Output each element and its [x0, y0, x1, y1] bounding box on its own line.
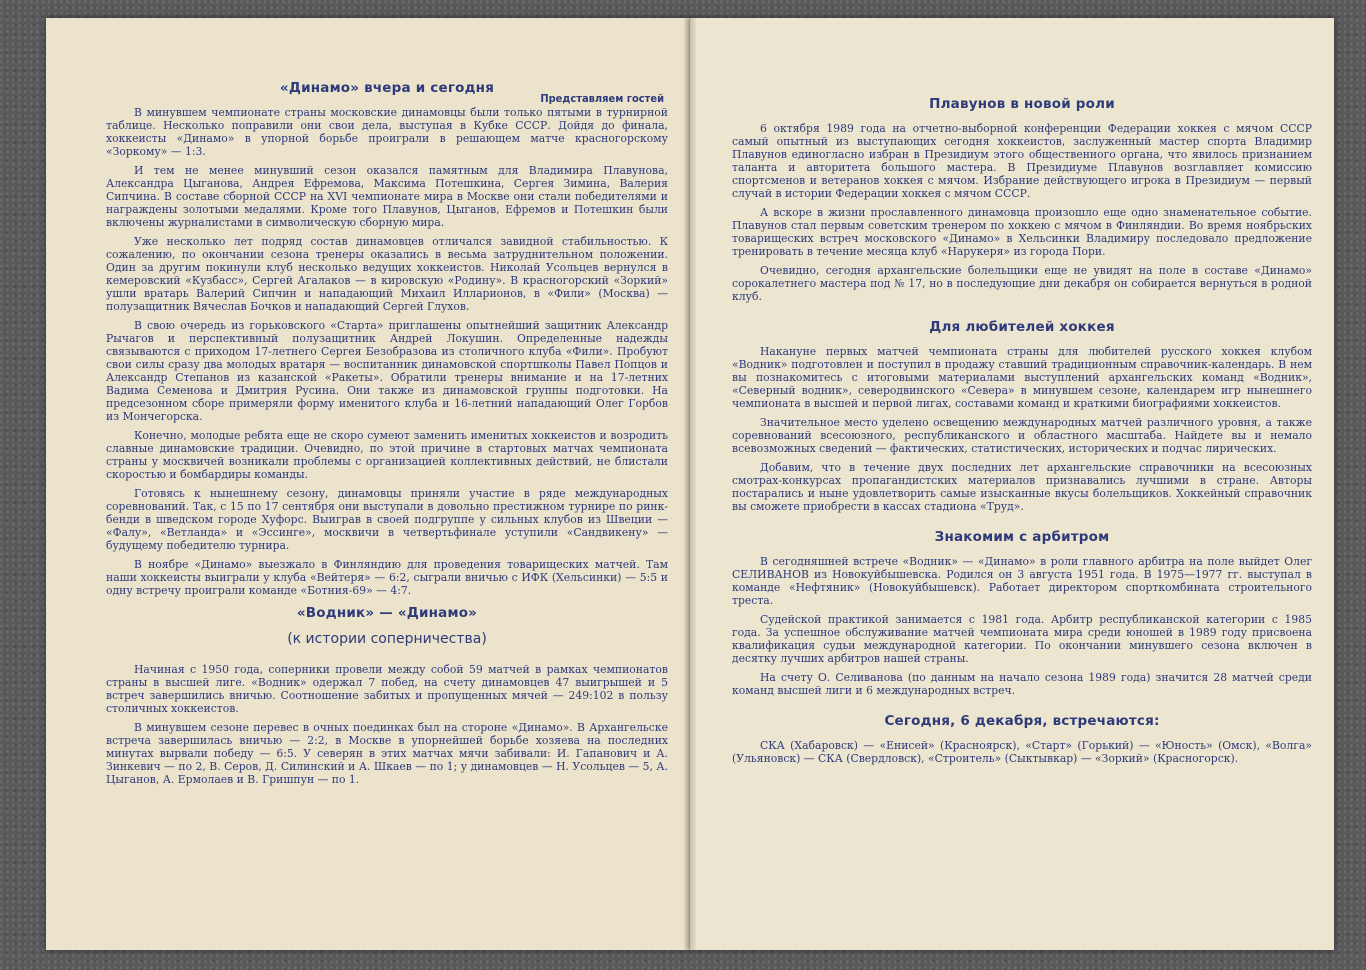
right-page: [690, 18, 1334, 950]
paragraph: На счету О. Селиванова (по данным на начало сезона 1989 года) значится 28 матчей среди команд высшей лиги и 6 международных встреч.: [732, 671, 1312, 697]
running-head: Представляем гостей: [540, 92, 664, 105]
paragraph: Добавим, что в течение двух последних лет архангельские справочники на всесоюзных смотрах-конкурсах пропагандистских материалов признавались лучшими в стране. Авторы постарались и ныне удовлетворить самые изысканные вкусы болельщиков. Хоккейный справочник вы сможете приобрести в кассах стадиона «Труд».: [732, 461, 1312, 513]
paragraph: В свою очередь из горьковского «Старта» приглашены опытнейший защитник Александр Рычагов и перспективный полузащитник Андрей Локушин. Определенные надежды связываются с приходом 17-летнего Сергея Безобразова из столичного клуба «Фили». Пробуют свои силы сразу два молодых вратаря — воспитанник динамовской спортшколы Павел Попцов и Александр Степанов из казанской «Ракеты». Обратили тренеры внимание и на 17-летних Вадима Семенова и Дмитрия Русина. Они также из динамовской группы подготовки. На предсезонном сборе примеряли форму именитого клуба и 16-летний нападающий Олег Горбов из Мончегорска.: [106, 319, 668, 423]
paragraph: Очевидно, сегодня архангельские болельщики еще не увидят на поле в составе «Динамо» сорокалетнего мастера под № 17, но в последующие дни декабря он собирается вернуться в родной клуб.: [732, 264, 1312, 303]
section-title-hockey-fans: Для любителей хоккея: [929, 319, 1115, 335]
paragraph: Уже несколько лет подряд состав динамовцев отличался завидной стабильностью. К сожалению, по окончании сезона тренеры оказались в весьма затруднительном положении. Один за другим покинули клуб несколько ведущих хоккеистов. Николай Усольцев вернулся в кемеровский «Кузбасс», Сергей Агалаков — в кировскую «Родину». В красногорский «Зоркий» ушли вратарь Валерий Сипчин и нападающий Михаил Илларионов, в «Фили» (Москва) — полузащитник Вячеслав Бочков и нападающий Сергей Глухов.: [106, 235, 668, 313]
section-title-today-matches: Сегодня, 6 декабря, встречаются:: [884, 713, 1160, 729]
paragraph: Начиная с 1950 года, соперники провели между собой 59 матчей в рамках чемпионатов страны в высшей лиге. «Водник» одержал 7 побед, на счету динамовцев 47 выигрышей и 5 встреч завершились вничью. Соотношение забитых и пропущенных мячей — 249:102 в пользу столичных хоккеистов.: [106, 663, 668, 715]
section-title-rivalry: «Водник» — «Динамо»: [296, 605, 478, 621]
section-title-referee: Знакомим с арбитром: [934, 529, 1110, 545]
left-page: [46, 18, 690, 950]
section-title-dynamo-history: «Динамо» вчера и сегодня: [279, 80, 495, 96]
paragraph: Готовясь к нынешнему сезону, динамовцы приняли участие в ряде международных соревнований. Так, с 15 по 17 сентября они выступали в довольно престижном турнире по ринк-бенди в шведском городе Хуфорс. Выиграв в своей подгруппе у сильных клубов из Швеции — «Фалу», «Ветланда» и «Эссинге», москвичи в четвертьфинале уступили «Сандвикену» — будущему победителю турнира.: [106, 487, 668, 552]
section-subtitle-rivalry: (к истории соперничества): [287, 631, 487, 647]
paragraph: В ноябре «Динамо» выезжало в Финляндию для проведения товарищеских матчей. Там наши хоккеисты выиграли у клуба «Вейтеря» — 6:2, сыграли вничью с ИФК (Хельсинки) — 5:5 и одну встречу проиграли команде «Ботния-69» — 4:7.: [106, 558, 668, 597]
paragraph: В минувшем сезоне перевес в очных поединках был на стороне «Динамо». В Архангельске встреча завершилась вничью — 2:2, в Москве в упорнейшей борьбе хозяева на последних минутах вырвали победу — 6:5. У северян в этих матчах мячи забивали: И. Гапанович и А. Зинкевич — по 2, В. Серов, Д. Силинский и А. Шкаев — по 1; у динамовцев — Н. Усольцев — 5, А. Цыганов, А. Ермолаев и В. Гришпун — по 1.: [106, 721, 668, 786]
paragraph: Конечно, молодые ребята еще не скоро сумеют заменить именитых хоккеистов и возродить славные динамовские традиции. Очевидно, по этой причине в стартовых матчах чемпионата страны у москвичей возникали проблемы с организацией коллективных действий, не блистали скоростью и бомбардиры команды.: [106, 429, 668, 481]
paragraph: В сегодняшней встрече «Водник» — «Динамо» в роли главного арбитра на поле выйдет Олег СЕЛИВАНОВ из Новокуйбышевска. Родился он 3 августа 1951 года. В 1975—1977 гг. выступал в команде «Нефтяник» (Новокуйбышевск). Работает директором спорткомбината строительного треста.: [732, 555, 1312, 607]
paragraph: 6 октября 1989 года на отчетно-выборной конференции Федерации хоккея с мячом СССР самый опытный из выступающих сегодня хоккеистов, заслуженный мастер спорта Владимир Плавунов единогласно избран в Президиум этого общественного органа, что явилось признанием таланта и авторитета большого мастера. В Президиуме Плавунов возглавляет комиссию спортсменов и ветеранов хоккея с мячом. Избрание действующего игрока в Президиум — первый случай в истории Федерации хоккея с мячом СССР.: [732, 122, 1312, 200]
paragraph: Значительное место уделено освещению международных матчей различного уровня, а также соревнований всесоюзного, республиканского и областного масштаба. Найдете вы и немало всевозможных сведений — фактических, статистических, исторических и подчас лирических.: [732, 416, 1312, 455]
paragraph: А вскоре в жизни прославленного динамовца произошло еще одно знаменательное событие. Плавунов стал первым советским тренером по хоккею с мячом в Финляндии. Во время ноябрьских товарищеских встреч московского «Динамо» в Хельсинки Владимиру последовало предложение тренировать в течение месяца клуб «Нарукеря» из города Пори.: [732, 206, 1312, 258]
paragraph: И тем не менее минувший сезон оказался памятным для Владимира Плавунова, Александра Цыганова, Андрея Ефремова, Максима Потешкина, Сергея Зимина, Валерия Сипчина. В составе сборной СССР на XVI чемпионате мира в Москве они стали победителями и награждены золотыми медалями. Кроме того Плавунов, Цыганов, Ефремов и Потешкин были включены журналистами в символическую сборную мира.: [106, 164, 668, 229]
paragraph: Накануне первых матчей чемпионата страны для любителей русского хоккея клубом «Водник» подготовлен и поступил в продажу ставший традиционным справочник-календарь. В нем вы познакомитесь с итоговыми материалами выступлений архангельских команд «Водник», «Северный водник», северодвинского «Севера» в минувшем сезоне, календарем игр нынешнего чемпионата в высшей и первой лигах, составами команд и краткими биографиями хоккеистов.: [732, 345, 1312, 410]
paragraph: В минувшем чемпионате страны московские динамовцы были только пятыми в турнирной таблице. Несколько поправили они свои дела, выступая в Кубке СССР. Дойдя до финала, хоккеисты «Динамо» в упорной борьбе проиграли в решающем матче красногорскому «Зоркому» — 1:3.: [106, 106, 668, 158]
paragraph: СКА (Хабаровск) — «Енисей» (Красноярск), «Старт» (Горький) — «Юность» (Омск), «Волга» (Ульяновск) — СКА (Свердловск), «Строитель» (Сыктывкар) — «Зоркий» (Красногорск).: [732, 739, 1312, 765]
paragraph: Судейской практикой занимается с 1981 года. Арбитр республиканской категории с 1985 года. За успешное обслуживание матчей чемпионата мира среди юношей в 1989 году присвоена квалификация судьи международной категории. По окончании минувшего сезона включен в десятку лучших арбитров нашей страны.: [732, 613, 1312, 665]
section-title-plavunov: Плавунов в новой роли: [929, 96, 1115, 112]
book-spine: [684, 18, 696, 950]
